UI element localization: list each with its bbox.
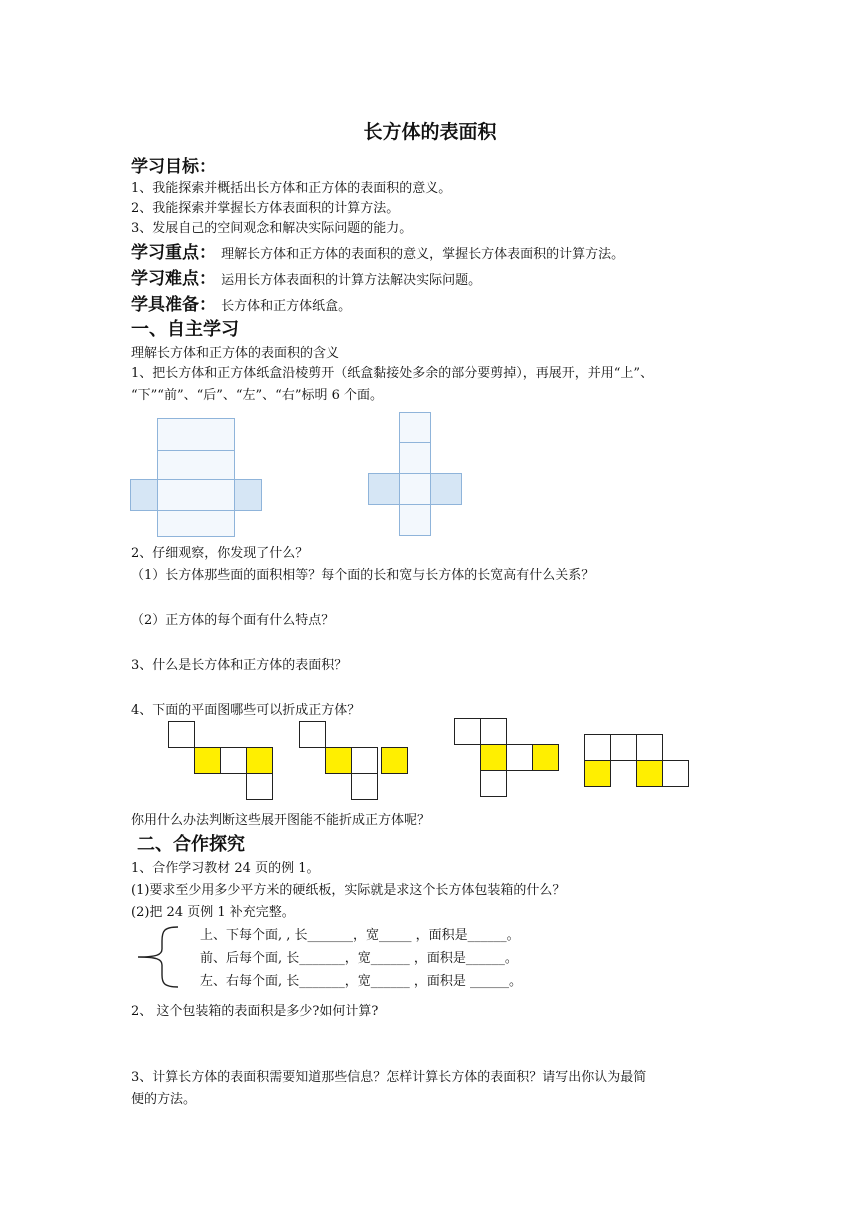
section2-question-3-line2: 便的方法。: [131, 1092, 197, 1107]
net-face-left: [130, 479, 158, 511]
net-square-highlighted: [325, 747, 352, 774]
question-2-2: （2）正方体的每个面有什么特点？: [131, 613, 335, 628]
net-face-back: [399, 504, 431, 536]
net-square-highlighted: [480, 744, 507, 771]
net-square-highlighted: [636, 760, 663, 787]
key-points-label: 学习重点：: [131, 243, 216, 263]
net-face-bottom: [157, 479, 235, 511]
question-1-line1: 1、把长方体和正方体纸盒沿棱剪开（纸盒黏接处多余的部分要剪掉），再展开，并用“上”、: [131, 366, 654, 381]
key-points-text: 理解长方体和正方体的表面积的意义，掌握长方体表面积的计算方法。: [221, 247, 625, 262]
net-square: [246, 773, 273, 800]
section2-heading: 二、合作探究: [137, 834, 245, 855]
net-face-top: [399, 412, 431, 443]
objective-item: 1、我能探索并概括出长方体和正方体的表面积的意义。: [131, 181, 452, 196]
net-square-highlighted: [584, 760, 611, 787]
net-square-highlighted: [246, 747, 273, 774]
page-title: 长方体的表面积: [363, 121, 497, 143]
tools: [131, 290, 351, 315]
difficulties: [131, 264, 481, 289]
section2-question-1b: (2)把 24 页例 1 补充完整。: [131, 905, 295, 920]
section2-question-1: 1、合作学习教材 24 页的例 1。: [131, 861, 320, 876]
difficulties-label: 学习难点：: [131, 269, 216, 289]
net-square: [480, 770, 507, 797]
net-square: [220, 747, 247, 774]
question-1-line2: “下”“前”、“后”、“左”、“右”标明 6 个面。: [131, 388, 383, 403]
net-square: [168, 721, 195, 748]
net-square: [584, 734, 611, 761]
net-square: [299, 721, 326, 748]
fill-line-left-right: 左、右每个面, 长_______，宽______ ，面积是 ______。: [200, 974, 523, 989]
net-face-front: [399, 442, 431, 474]
net-square: [506, 744, 533, 771]
net-square: [636, 734, 663, 761]
net-face-left: [368, 473, 400, 505]
tools-text: 长方体和正方体纸盒。: [221, 299, 352, 314]
section2-question-3-line1: 3、计算长方体的表面积需要知道那些信息？怎样计算长方体的表面积？请写出你认为最简: [131, 1070, 647, 1085]
section1-heading: 一、自主学习: [131, 319, 239, 340]
question-4-followup: 你用什么办法判断这些展开图能不能折成正方体呢？: [131, 813, 431, 828]
tools-label: 学具准备：: [131, 295, 216, 315]
net-square: [454, 718, 481, 745]
net-square-highlighted: [532, 744, 559, 771]
curly-brace-icon: [134, 921, 184, 991]
net-face-right: [430, 473, 462, 505]
net-square-highlighted: [194, 747, 221, 774]
net-face-top: [157, 418, 235, 451]
objective-item: 3、发展自己的空间观念和解决实际问题的能力。: [131, 221, 413, 236]
fill-line-top-bottom: 上、下每个面, , 长_______，宽_____ ，面积是______。: [200, 928, 520, 943]
key-points: [131, 238, 624, 263]
question-4: 4、下面的平面图哪些可以折成正方体？: [131, 703, 361, 718]
net-face-front: [157, 450, 235, 480]
net-face-bottom: [399, 473, 431, 505]
question-3: 3、什么是长方体和正方体的表面积？: [131, 658, 348, 673]
section1-intro: 理解长方体和正方体的表面积的含义: [131, 346, 340, 361]
net-square: [610, 734, 637, 761]
net-square: [351, 747, 378, 774]
net-square-highlighted: [381, 747, 408, 774]
difficulties-text: 运用长方体表面积的计算方法解决实际问题。: [221, 273, 482, 288]
net-square: [351, 773, 378, 800]
net-face-back: [157, 510, 235, 537]
question-2: 2、仔细观察，你发现了什么？: [131, 546, 309, 561]
objectives-heading: 学习目标：: [131, 157, 216, 177]
section2-question-1a: (1)要求至少用多少平方米的硬纸板，实际就是求这个长方体包装箱的什么？: [131, 883, 566, 898]
net-face-right: [234, 479, 262, 511]
objective-item: 2、我能探索并掌握长方体表面积的计算方法。: [131, 201, 400, 216]
net-square: [662, 760, 689, 787]
net-square: [480, 718, 507, 745]
question-2-1: （1）长方体那些面的面积相等？每个面的长和宽与长方体的长宽高有什么关系？: [131, 568, 595, 583]
section2-question-2: 2、 这个包装箱的表面积是多少?如何计算?: [131, 1004, 379, 1019]
fill-line-front-back: 前、后每个面, 长_______，宽______ ，面积是______。: [200, 951, 518, 966]
